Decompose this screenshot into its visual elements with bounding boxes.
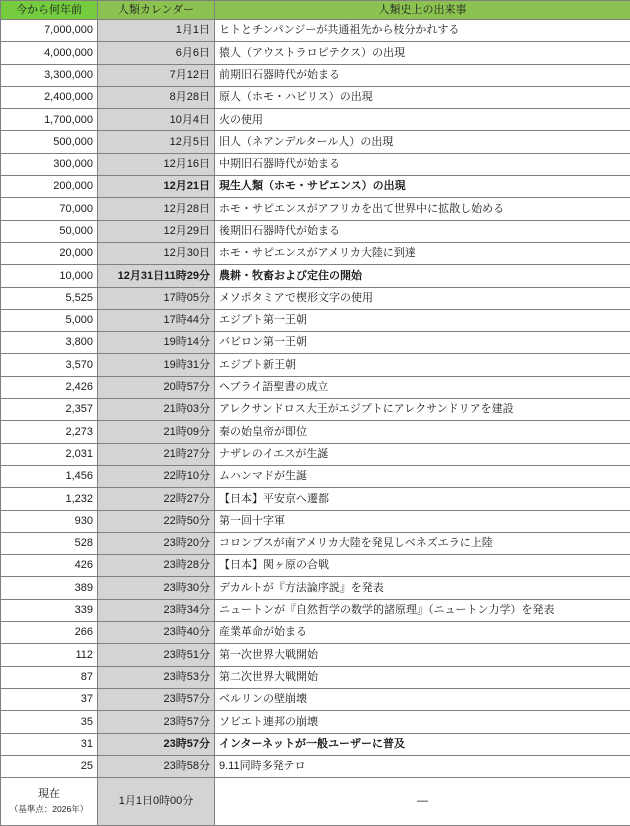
cell-present-event: ― <box>215 778 630 826</box>
cell-event: ヘブライ語聖書の成立 <box>215 376 630 398</box>
table-row <box>1 42 630 64</box>
table-row <box>1 354 630 376</box>
cell-years-ago: 389 <box>1 577 98 599</box>
table-row <box>1 488 630 510</box>
cell-event: 前期旧石器時代が始まる <box>215 64 630 86</box>
cell-event: ムハンマドが生誕 <box>215 465 630 487</box>
cell-event: 第二次世界大戦開始 <box>215 666 630 688</box>
cell-event: デカルトが『方法論序説』を発表 <box>215 577 630 599</box>
cell-event: 第一次世界大戦開始 <box>215 644 630 666</box>
table-row <box>1 510 630 532</box>
table-row <box>1 599 630 621</box>
cell-event: ナザレのイエスが生誕 <box>215 443 630 465</box>
cell-human-calendar: 23時28分 <box>98 555 215 577</box>
cell-event: 【日本】平安京へ遷都 <box>215 488 630 510</box>
cell-event: ホモ・サピエンスがアメリカ大陸に到達 <box>215 242 630 264</box>
cell-years-ago: 3,300,000 <box>1 64 98 86</box>
cell-years-ago: 426 <box>1 555 98 577</box>
table-header-row <box>1 1 630 20</box>
cell-human-calendar: 23時51分 <box>98 644 215 666</box>
cell-human-calendar: 22時10分 <box>98 465 215 487</box>
cell-years-ago: 112 <box>1 644 98 666</box>
cell-years-ago: 2,400,000 <box>1 86 98 108</box>
cell-event: 9.11同時多発テロ <box>215 755 630 777</box>
table-row <box>1 443 630 465</box>
cell-years-ago: 2,031 <box>1 443 98 465</box>
cell-event: 農耕・牧畜および定住の開始 <box>215 265 630 287</box>
cell-years-ago: 300,000 <box>1 153 98 175</box>
table-row-present <box>1 778 630 826</box>
table-row <box>1 711 630 733</box>
present-reference-year: （基準点：2026年） <box>5 804 93 815</box>
table-row <box>1 733 630 755</box>
cell-event: ニュートンが『自然哲学の数学的諸原理』（ニュートン力学）を発表 <box>215 599 630 621</box>
table-row <box>1 242 630 264</box>
table-row <box>1 555 630 577</box>
table-row <box>1 421 630 443</box>
cell-human-calendar: 23時57分 <box>98 711 215 733</box>
cell-event: ヒトとチンパンジーが共通祖先から枝分かれする <box>215 20 630 42</box>
cell-years-ago: 1,232 <box>1 488 98 510</box>
cell-human-calendar: 12月31日11時29分 <box>98 265 215 287</box>
cell-event: ソビエト連邦の崩壊 <box>215 711 630 733</box>
cell-event: バビロン第一王朝 <box>215 332 630 354</box>
cell-event: エジプト第一王朝 <box>215 309 630 331</box>
table-row <box>1 332 630 354</box>
cell-years-ago: 5,000 <box>1 309 98 331</box>
cell-human-calendar: 21時03分 <box>98 399 215 421</box>
cell-event: アレクサンドロス大王がエジプトにアレクサンドリアを建設 <box>215 399 630 421</box>
cell-present-years-ago <box>1 778 98 826</box>
cell-human-calendar: 22時50分 <box>98 510 215 532</box>
cell-human-calendar: 8月28日 <box>98 86 215 108</box>
cell-years-ago: 70,000 <box>1 198 98 220</box>
cell-years-ago: 50,000 <box>1 220 98 242</box>
cell-present-human-calendar: 1月1日0時00分 <box>98 778 215 826</box>
table-row <box>1 198 630 220</box>
cell-human-calendar: 12月29日 <box>98 220 215 242</box>
cell-years-ago: 2,273 <box>1 421 98 443</box>
cell-years-ago: 3,570 <box>1 354 98 376</box>
cell-event: 猿人（アウストラロピテクス）の出現 <box>215 42 630 64</box>
cell-years-ago: 4,000,000 <box>1 42 98 64</box>
cell-event: コロンブスが南アメリカ大陸を発見しベネズエラに上陸 <box>215 532 630 554</box>
cell-human-calendar: 23時57分 <box>98 688 215 710</box>
cell-years-ago: 37 <box>1 688 98 710</box>
cell-years-ago: 500,000 <box>1 131 98 153</box>
table-header <box>1 1 630 20</box>
table-row <box>1 666 630 688</box>
cell-years-ago: 25 <box>1 755 98 777</box>
cell-human-calendar: 23時40分 <box>98 622 215 644</box>
cell-human-calendar: 23時20分 <box>98 532 215 554</box>
table-row <box>1 109 630 131</box>
cell-event: 産業革命が始まる <box>215 622 630 644</box>
cell-human-calendar: 19時14分 <box>98 332 215 354</box>
cell-human-calendar: 17時05分 <box>98 287 215 309</box>
cell-event: 中期旧石器時代が始まる <box>215 153 630 175</box>
cell-event: 旧人（ネアンデルタール人）の出現 <box>215 131 630 153</box>
table-row <box>1 755 630 777</box>
cell-human-calendar: 23時34分 <box>98 599 215 621</box>
column-header-human-calendar: 人類カレンダー <box>98 1 215 20</box>
table-row <box>1 465 630 487</box>
cell-human-calendar: 23時57分 <box>98 733 215 755</box>
table-row <box>1 309 630 331</box>
table-row <box>1 376 630 398</box>
cell-years-ago: 87 <box>1 666 98 688</box>
table-row <box>1 265 630 287</box>
cell-event: ベルリンの壁崩壊 <box>215 688 630 710</box>
table-body <box>1 20 630 826</box>
cell-event: 第一回十字軍 <box>215 510 630 532</box>
cell-event: 【日本】関ヶ原の合戦 <box>215 555 630 577</box>
table-row <box>1 176 630 198</box>
cell-human-calendar: 19時31分 <box>98 354 215 376</box>
table-row <box>1 220 630 242</box>
cell-human-calendar: 6月6日 <box>98 42 215 64</box>
table-row <box>1 86 630 108</box>
cell-years-ago: 7,000,000 <box>1 20 98 42</box>
cell-event: 火の使用 <box>215 109 630 131</box>
cell-human-calendar: 22時27分 <box>98 488 215 510</box>
cell-years-ago: 35 <box>1 711 98 733</box>
table-row <box>1 688 630 710</box>
cell-human-calendar: 17時44分 <box>98 309 215 331</box>
cell-event: ホモ・サピエンスがアフリカを出て世界中に拡散し始める <box>215 198 630 220</box>
cell-human-calendar: 12月5日 <box>98 131 215 153</box>
cell-human-calendar: 12月16日 <box>98 153 215 175</box>
cell-years-ago: 266 <box>1 622 98 644</box>
cell-event: 現生人類（ホモ・サピエンス）の出現 <box>215 176 630 198</box>
cell-years-ago: 339 <box>1 599 98 621</box>
cell-event: 原人（ホモ・ハビリス）の出現 <box>215 86 630 108</box>
cell-human-calendar: 23時58分 <box>98 755 215 777</box>
table-row <box>1 153 630 175</box>
cell-human-calendar: 12月30日 <box>98 242 215 264</box>
cell-event: メソポタミアで楔形文字の使用 <box>215 287 630 309</box>
cell-human-calendar: 12月28日 <box>98 198 215 220</box>
column-header-event: 人類史上の出来事 <box>215 1 630 20</box>
cell-human-calendar: 23時53分 <box>98 666 215 688</box>
column-header-years-ago: 今から何年前 <box>1 1 98 20</box>
table-row <box>1 131 630 153</box>
table-row <box>1 532 630 554</box>
cell-years-ago: 3,800 <box>1 332 98 354</box>
table-row <box>1 644 630 666</box>
cell-years-ago: 1,700,000 <box>1 109 98 131</box>
cell-human-calendar: 21時09分 <box>98 421 215 443</box>
cell-years-ago: 528 <box>1 532 98 554</box>
table-row <box>1 64 630 86</box>
cell-years-ago: 20,000 <box>1 242 98 264</box>
cell-years-ago: 1,456 <box>1 465 98 487</box>
cell-human-calendar: 7月12日 <box>98 64 215 86</box>
cell-years-ago: 930 <box>1 510 98 532</box>
table-row <box>1 399 630 421</box>
table-row <box>1 20 630 42</box>
table-row <box>1 577 630 599</box>
cell-human-calendar: 23時30分 <box>98 577 215 599</box>
cell-event: エジプト新王朝 <box>215 354 630 376</box>
table-row <box>1 622 630 644</box>
cell-years-ago: 2,426 <box>1 376 98 398</box>
cell-human-calendar: 20時57分 <box>98 376 215 398</box>
cell-human-calendar: 21時27分 <box>98 443 215 465</box>
cell-years-ago: 200,000 <box>1 176 98 198</box>
cell-years-ago: 2,357 <box>1 399 98 421</box>
cell-years-ago: 5,525 <box>1 287 98 309</box>
cell-event: インターネットが一般ユーザーに普及 <box>215 733 630 755</box>
table-row <box>1 287 630 309</box>
present-label: 現在 <box>5 787 93 802</box>
cell-event: 後期旧石器時代が始まる <box>215 220 630 242</box>
cell-human-calendar: 10月4日 <box>98 109 215 131</box>
cell-human-calendar: 12月21日 <box>98 176 215 198</box>
cell-event: 秦の始皇帝が即位 <box>215 421 630 443</box>
cell-human-calendar: 1月1日 <box>98 20 215 42</box>
cell-years-ago: 31 <box>1 733 98 755</box>
cell-years-ago: 10,000 <box>1 265 98 287</box>
